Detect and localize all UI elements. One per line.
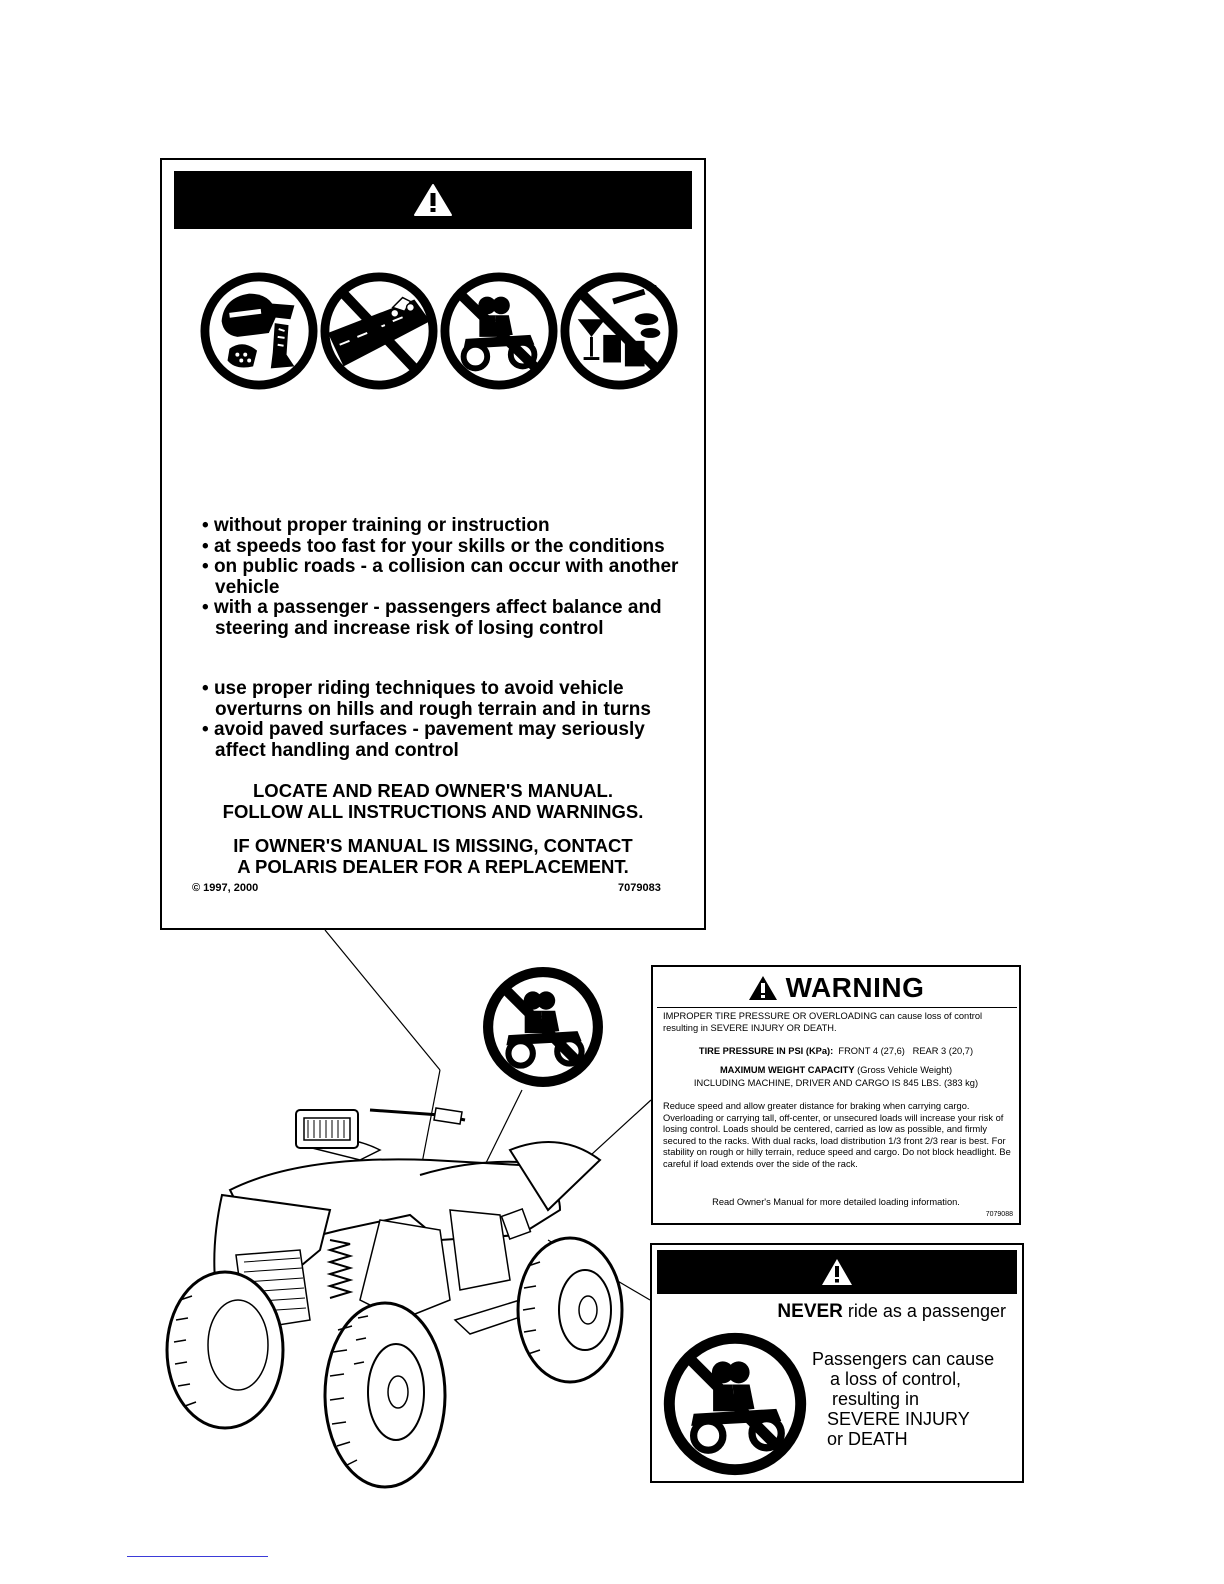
capacity-note: (Gross Vehicle Weight) (857, 1065, 953, 1075)
never-ride-text: ride as a passenger (842, 1301, 1006, 1321)
warning-triangle-icon (820, 1257, 854, 1287)
no-passenger-decal-icon (482, 965, 604, 1089)
manual-instruction-2: FOLLOW ALL INSTRUCTIONS AND WARNINGS. (222, 801, 644, 822)
missing-manual-2: A POLARIS DEALER FOR A REPLACEMENT. (237, 856, 629, 877)
part-number: 7079083 (618, 882, 661, 894)
read-manual-note: Read Owner's Manual for more detailed loading information. (712, 1197, 960, 1207)
part-number: 7079088 (985, 1211, 1013, 1218)
passenger-warning-label (650, 1243, 1024, 1483)
passenger-warning-line-5: or DEATH (827, 1429, 908, 1449)
list-item: • without proper training or instruction (202, 516, 702, 537)
divider (657, 1007, 1017, 1008)
tire-pressure-line (653, 1046, 1019, 1058)
overload-warning: IMPROPER TIRE PRESSURE OR OVERLOADING can cause loss of control resulting in SEVERE INJURY OR DEATH. (663, 1011, 983, 1033)
list-item: • use proper riding techniques to avoid vehicle overturns on hills and rough terrain and in turns (202, 679, 692, 720)
manual-instruction-1: LOCATE AND READ OWNER'S MANUAL. (253, 780, 613, 801)
tire-pressure-warning-label (651, 965, 1021, 1225)
warning-triangle-icon (748, 975, 778, 1001)
tire-pressure-label: TIRE PRESSURE IN PSI (KPa): (698, 1046, 834, 1056)
list-item: • on public roads - a collision can occur with another vehicle (202, 557, 702, 598)
warning-title (653, 971, 1019, 1005)
passenger-warning-line-1: Passengers can cause (812, 1349, 995, 1369)
list-item: • at speeds too fast for your skills or the conditions (202, 537, 702, 558)
passenger-warning-line-2: a loss of control, (830, 1369, 962, 1389)
warning-banner (657, 1250, 1017, 1294)
tire-pressure-value: FRONT 4 (27,6) REAR 3 (20,7) (838, 1046, 974, 1056)
capacity-label: MAXIMUM WEIGHT CAPACITY (719, 1065, 855, 1075)
never-ride-heading (777, 1301, 1006, 1323)
loading-instructions: Reduce speed and allow greater distance for braking when carrying cargo. Overloading or carrying tall, off-center, or unsecured loads will increase your risk of losing control. Loads should be centered, carried as low as possible, and firmly secured to the racks. With dual racks, load distribution 1/3 front 2/3 rear is best. For stability on rough or hilly terrain, reduce speed and cargo. Do not block headlight. Be careful if load extends over the side of the rack. (663, 1101, 1011, 1169)
capacity-value: INCLUDING MACHINE, DRIVER AND CARGO IS 845 LBS. (383 kg) (693, 1078, 979, 1088)
list-item: • avoid paved surfaces - pavement may seriously affect handling and control (202, 720, 692, 761)
passenger-warning-line-4: SEVERE INJURY (827, 1409, 970, 1429)
capacity-line (653, 1065, 1019, 1077)
copyright: © 1997, 2000 (192, 882, 259, 894)
never-emphasis: NEVER (777, 1301, 843, 1322)
missing-manual-1: IF OWNER'S MANUAL IS MISSING, CONTACT (233, 835, 633, 856)
no-passenger-icon (662, 1331, 808, 1477)
passenger-warning-line-3: resulting in (832, 1389, 920, 1409)
link-underline[interactable] (127, 1556, 268, 1557)
list-item: • with a passenger - passengers affect balance and steering and increase risk of losing control (202, 598, 702, 639)
warning-title-text: WARNING (785, 972, 925, 1003)
